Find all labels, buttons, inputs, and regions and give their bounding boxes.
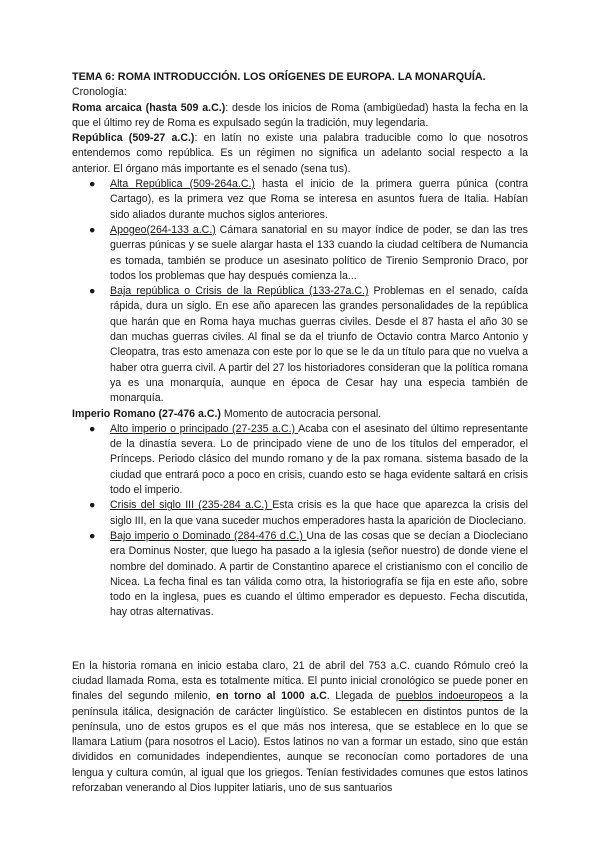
cronologia-label: Cronología: [72,86,127,99]
list-item-crisis-siglo-iii [72,498,528,529]
republica-text: : en latín no existe una palabra traducible como lo que nosotros entendemos como república. Es un régimen no significa un adelanto social respecto a la anterior. El órgano más importante es el senado (sena tus). [72,132,528,175]
bullet-icon: ● [89,178,96,191]
apogeo-text: Cámara sanatorial en su mayor índice de poder, se dan las tres guerras púnicas y se suele alargar hasta el 133 cuando la ciudad celtíbera de Numancia es tomada, también se produce un asesinato político de Tirenio Sempronio Draco, por todos los problemas que hay después comienza la... [110,223,528,282]
paragraph-gap [72,621,528,659]
historia-text-3: a la península itálica, designación de carácter lingüístico. Se establecen en distintos puntos de la península, uno de estos grupos es el que más nos interesa, que se establece en lo que se llamara Latium (para nosotros el Lacio). Estos latinos no van a formar un estado, sino que están divididos en comunidades independientes, aunque se reconocían como portadores de una lengua y cultura común, al igual que los griegos. Tenían festividades comunes que estos latinos reforzaban venerando al Dios Iuppiter latiaris, uno de sus santuarios [72,690,528,795]
historia-underlined-term: pueblos indoeuropeos [395,690,503,703]
alta-republica-term: Alta República (509-264a.C.) [110,178,255,191]
crisis-siglo-iii-text: Esta crisis es la que hace que aparezca la crisis del siglo III, en la que vana suceder muchos emperadores hasta la aparición de Diocleciano. [110,499,528,527]
historia-text-1: En la historia romana en inicio estaba claro, 21 de abril del 753 a.C. cuando Rómulo creó la ciudad llamada Roma, esta es totalmente mítica. El punto inicial cronológico se puede poner en finales del segundo milenio, [72,659,528,703]
imperio-list [72,422,528,621]
republica-paragraph [72,131,528,177]
alto-imperio-term: Alto imperio o principado (27-235 a.C.) [110,422,299,435]
bullet-icon: ● [89,422,96,435]
list-item-bajo-imperio [72,529,528,621]
apogeo-term: Apogeo(264-133 a.C.) [110,223,216,236]
baja-republica-text: Problemas en el senado, caída rápida, dura un siglo. En ese año aparecen las grandes personalidades de la república que harán que en Roma haya muchas guerras civiles. Desde el 87 hasta el año 30 se dan muchas guerras civiles. Al final se da el triunfo de Octavio contra Marco Antonio y Cleopatra, tras esto amenaza con este por lo que se le da un título para que no vuelva a haber otra guerra civil. A partir del 27 los historiadores consideran que la política romana ya es una monarquía, aunque en época de Cesar hay una especia también de monarquía. [110,285,529,405]
baja-republica-term: Baja república o Crisis de la República (133-27a.C.) [110,285,369,298]
crisis-siglo-iii-term: Crisis del siglo III (235-284 a.C.) [110,499,273,512]
bajo-imperio-term: Bajo imperio o Dominado (284-476 d.C.) [110,529,307,542]
list-item-alta-republica [72,177,528,223]
list-item-baja-republica [72,284,528,406]
roma-arcaica-text: : desde los inicios de Roma (ambigüedad) hasta la fecha en la que el último rey de Roma es expulsado según la tradición, muy legendaria. [72,101,528,129]
imperio-paragraph [72,407,528,422]
list-item-alto-imperio [72,422,528,498]
roma-arcaica-term: Roma arcaica (hasta 509 a.C.) [72,101,226,114]
alto-imperio-text: Acaba con el asesinato del último representante de la dinastía severa. Lo de principado viene de uno de los títulos del emperador, el Prínceps. Periodo clásico del mundo romano y de la pax romana. sistema basado de la ciudad que entrará poco a poco en crisis, cuando esto se haga evidente saltará en crisis todo el imperio. [110,422,528,497]
bajo-imperio-text: Una de las cosas que se decían a Diocleciano era Dominus Noster, que luego ha pasado a la iglesia (señor nuestro) de donde viene el nombre del dominado. A partir de Constantino aparece el cristianismo con el concilio de Nicea. La fecha final es tan válida como otra, la historiografía se fija en este año, sobre todo en la inglesa, pues es cuando el último emperador es depuesto. Fecha discutida, hay otras alternativas. [110,529,528,619]
republica-list [72,177,528,406]
bullet-icon: ● [89,285,96,298]
republica-term: República (509-27 a.C.) [72,132,195,145]
imperio-term: Imperio Romano (27-476 a.C.) [72,407,221,420]
document-title: TEMA 6: ROMA INTRODUCCIÓN. LOS ORÍGENES DE EUROPA. LA MONARQUÍA. [72,71,486,83]
alta-republica-text: hasta el inicio de la primera guerra púnica (contra Cartago), es la primera vez que Roma se interesa en asuntos fuera de Italia. Habían sido aliados durante muchos siglos anteriores. [110,178,528,221]
historia-text-2: . Llegada de [326,690,396,703]
document-page [72,70,528,796]
historia-paragraph [72,659,528,797]
list-item-apogeo [72,223,528,284]
roma-arcaica-paragraph [72,101,528,132]
bullet-icon: ● [89,499,96,512]
imperio-text: Momento de autocracia personal. [220,407,382,420]
bullet-icon: ● [89,223,96,236]
historia-bold-date: en torno al 1000 a.C [216,690,327,703]
bullet-icon: ● [89,529,96,542]
